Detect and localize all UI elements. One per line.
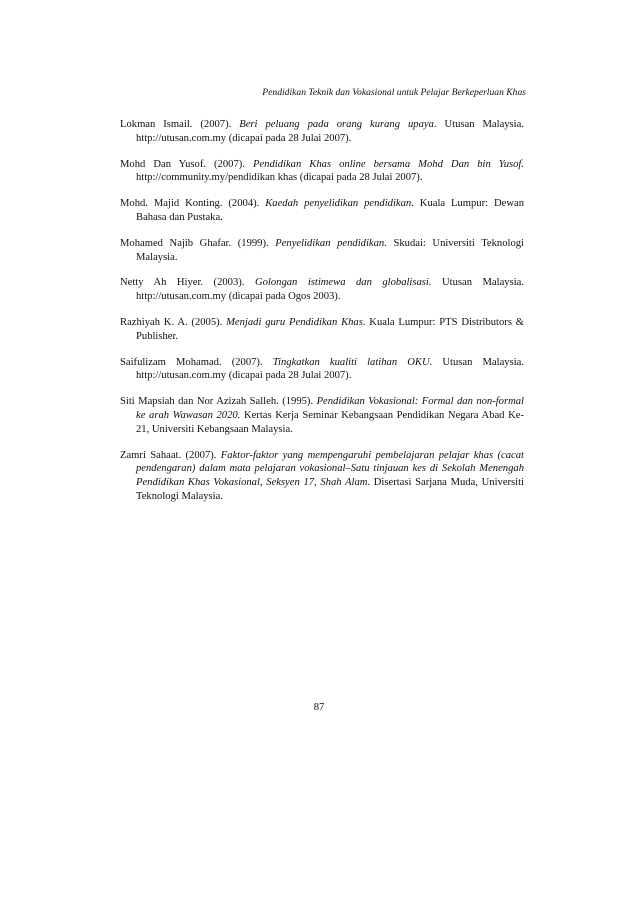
- reference-source: Kertas Kerja Seminar Kebangsaan Pendidikan Negara Abad Ke-21, Universiti Kebangsaan Malaysia.: [136, 409, 524, 435]
- reference-source: Utusan Malaysia. http://utusan.com.my (dicapai pada Ogos 2003).: [136, 277, 524, 303]
- reference-authors-year: Lokman Ismail. (2007).: [120, 119, 240, 130]
- reference-list: [120, 118, 524, 516]
- reference-source: . Kuala Lumpur: PTS Distributors & Publisher.: [136, 316, 524, 342]
- reference-source: . Utusan Malaysia. http://utusan.com.my (dicapai pada 28 Julai 2007).: [136, 119, 524, 144]
- reference-title: Menjadi guru Pendidikan Khas: [226, 316, 363, 328]
- reference-authors-year: Zamri Sahaat. (2007).: [120, 449, 221, 461]
- reference-title: Beri peluang pada orang kurang upaya: [239, 119, 434, 130]
- reference-source: http://community.my/pendidikan khas (dicapai pada 28 Julai 2007).: [136, 172, 423, 184]
- reference-authors-year: Siti Mapsiah dan Nor Azizah Salleh. (1995).: [120, 396, 317, 408]
- reference-authors-year: Mohd Dan Yusof. (2007).: [120, 158, 253, 170]
- reference-source: Utusan Malaysia. http://utusan.com.my (dicapai pada 28 Julai 2007).: [136, 356, 524, 382]
- reference-entry: [120, 197, 524, 225]
- reference-authors-year: Razhiyah K. A. (2005).: [120, 316, 227, 328]
- reference-title: Golongan istimewa dan globalisasi.: [254, 277, 432, 289]
- reference-authors-year: Saifulizam Mohamad. (2007).: [120, 356, 273, 368]
- reference-title: Pendidikan Vokasional: Formal dan non-formal ke arah Wawasan 2020.: [136, 396, 524, 421]
- reference-source: . Disertasi Sarjana Muda, Universiti Teknologi Malaysia.: [136, 477, 524, 502]
- page-number: 87: [313, 702, 325, 713]
- reference-source: Skudai: Universiti Teknologi Malaysia.: [136, 237, 524, 263]
- reference-entry: [120, 237, 524, 265]
- reference-entry: [120, 118, 524, 146]
- reference-source: . Kuala Lumpur: Dewan Bahasa dan Pustaka.: [136, 198, 524, 223]
- reference-authors-year: Mohd. Majid Konting. (2004).: [120, 198, 266, 210]
- reference-entry: [120, 276, 524, 304]
- reference-authors-year: Netty Ah Hiyer. (2003).: [120, 277, 255, 289]
- reference-title: Tingkatkan kualiti latihan OKU.: [272, 356, 433, 368]
- reference-entry: [120, 449, 524, 504]
- reference-entry: [120, 316, 524, 344]
- reference-authors-year: Mohamed Najib Ghafar. (1999).: [120, 237, 276, 249]
- reference-title: Penyelidikan pendidikan.: [275, 237, 387, 249]
- reference-entry: [120, 395, 524, 436]
- reference-entry: [120, 356, 524, 384]
- reference-title: Kaedah penyelidikan pendidikan: [265, 198, 412, 210]
- running-header: Pendidikan Teknik dan Vokasional untuk Pelajar Berkeperluan Khas: [262, 87, 526, 98]
- reference-title: Pendidikan Khas online bersama Mohd Dan bin Yusof.: [253, 158, 525, 170]
- reference-entry: [120, 158, 524, 186]
- reference-title: Faktor-faktor yang mempengaruhi pembelajaran pelajar khas (cacat pendengaran) dalam mata pelajaran vokasional–Satu tinjauan kes di Sekolah Menengah Pendidikan Khas Vokasional, Seksyen 17, Shah Alam: [136, 449, 524, 489]
